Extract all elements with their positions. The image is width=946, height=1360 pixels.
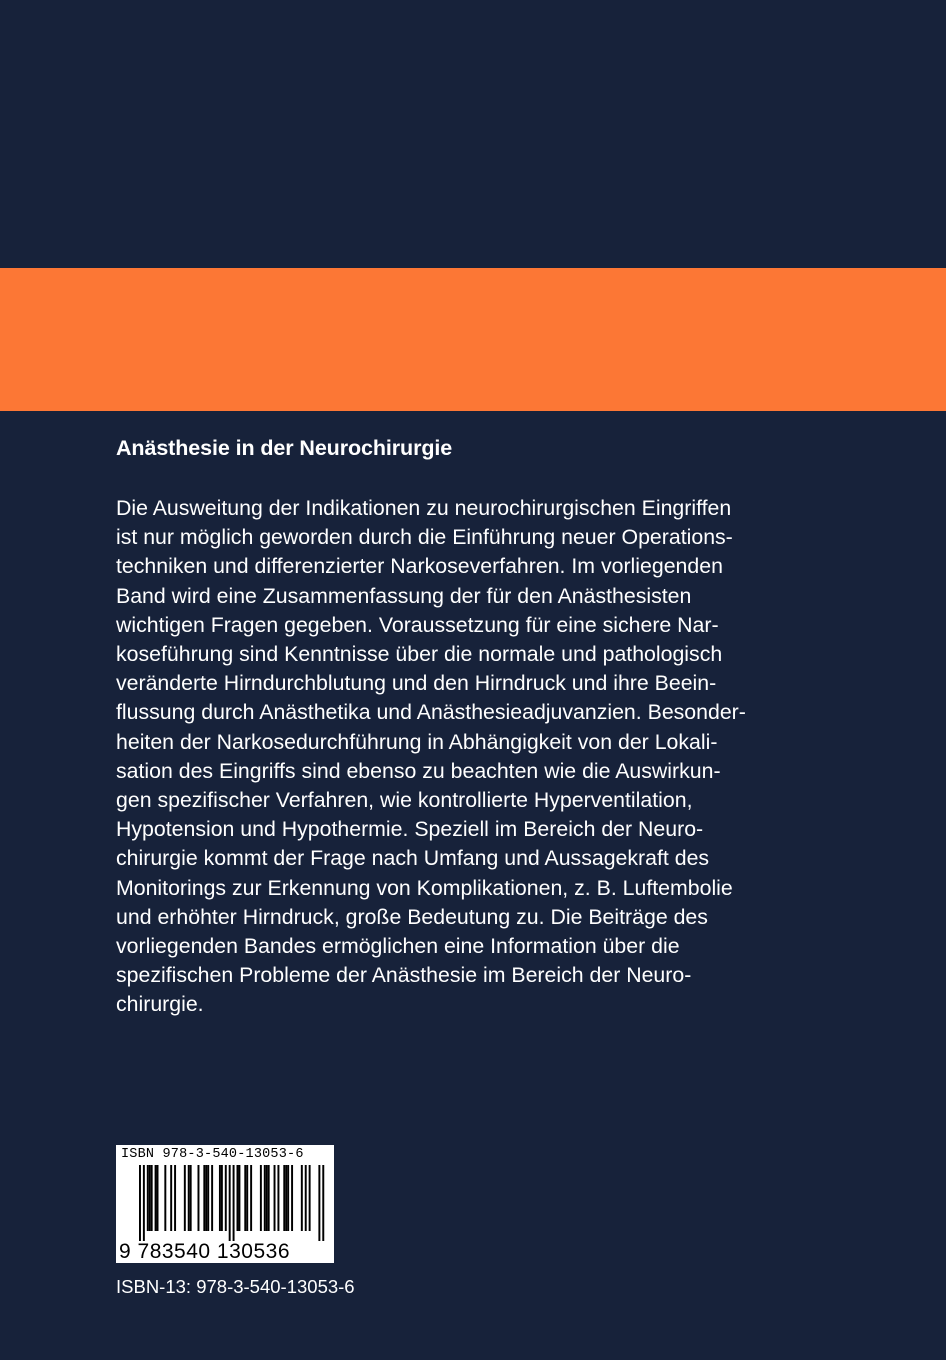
barcode-bar bbox=[274, 1165, 276, 1231]
description-line: heiten der Narkosedurchführung in Abhängigkeit von der Lokali- bbox=[116, 729, 718, 754]
barcode-bar bbox=[264, 1165, 266, 1231]
description-line: koseführung sind Kenntnisse über die normale und pathologisch bbox=[116, 642, 723, 667]
barcode-bar bbox=[184, 1165, 186, 1231]
description-line: und erhöhter Hirndruck, große Bedeutung zu. Die Beiträge des bbox=[116, 904, 708, 929]
barcode-bar bbox=[237, 1165, 239, 1231]
barcode-bar bbox=[174, 1165, 176, 1231]
description-line: Monitorings zur Erkennung von Komplikationen, z. B. Luftembolie bbox=[116, 875, 733, 900]
barcode-bar bbox=[260, 1165, 262, 1231]
description-line: techniken und differenzierter Narkoseverfahren. Im vorliegenden bbox=[116, 554, 723, 579]
description-line: spezifischen Probleme der Anästhesie im Bereich der Neuro- bbox=[116, 963, 692, 988]
description-line: chirurgie. bbox=[116, 992, 204, 1017]
barcode-bar bbox=[203, 1165, 205, 1231]
barcode-bar bbox=[155, 1165, 157, 1231]
description-line: vorliegenden Bandes ermöglichen eine Information über die bbox=[116, 934, 680, 959]
barcode-bar bbox=[211, 1165, 213, 1231]
barcode-bar bbox=[225, 1165, 227, 1231]
description-line: gen spezifischer Verfahren, wie kontrollierte Hyperventilation, bbox=[116, 788, 693, 813]
description-line: Die Ausweitung der Indikationen zu neurochirurgischen Eingriffen bbox=[116, 496, 732, 520]
description-line: sation des Eingriffs sind ebenso zu beachten wie die Auswirkun- bbox=[116, 758, 721, 783]
barcode-bar bbox=[221, 1165, 223, 1231]
barcode-bar bbox=[229, 1165, 231, 1241]
description-line: Hypotension und Hypothermie. Speziell im Bereich der Neuro- bbox=[116, 817, 704, 842]
barcode-bar bbox=[246, 1165, 248, 1231]
description-line: wichtigen Fragen gegeben. Voraussetzung für eine sichere Nar- bbox=[116, 612, 719, 637]
barcode-bars bbox=[121, 1165, 329, 1241]
barcode-bar bbox=[250, 1165, 252, 1231]
barcode-bar bbox=[266, 1165, 268, 1231]
orange-accent-band bbox=[0, 268, 946, 411]
isbn-13-label: ISBN-13: 978-3-540-13053-6 bbox=[116, 1276, 355, 1297]
description-line: chirurgie kommt der Frage nach Umfang und Aussagekraft des bbox=[116, 846, 710, 871]
barcode-bar bbox=[198, 1165, 200, 1231]
barcode-bar bbox=[147, 1165, 149, 1231]
book-description bbox=[116, 494, 836, 1020]
barcode-bar bbox=[139, 1165, 141, 1241]
barcode-bar bbox=[291, 1165, 293, 1231]
barcode-bar bbox=[268, 1165, 270, 1231]
barcode-bar bbox=[305, 1165, 307, 1231]
barcode-bar bbox=[238, 1165, 240, 1231]
barcode-bar bbox=[244, 1165, 246, 1231]
description-line: flussung durch Anästhetika und Anästhesieadjuvanzien. Besonder- bbox=[116, 700, 746, 725]
isbn-barcode bbox=[116, 1145, 334, 1263]
barcode-bar bbox=[207, 1165, 209, 1231]
barcode-bar bbox=[157, 1165, 159, 1231]
top-navy-band bbox=[0, 0, 946, 268]
barcode-bar bbox=[287, 1165, 289, 1231]
barcode-bar bbox=[149, 1165, 151, 1231]
barcode-bar bbox=[151, 1165, 153, 1231]
barcode-bar bbox=[190, 1165, 192, 1231]
barcode-bar bbox=[322, 1165, 324, 1241]
barcode-bar bbox=[143, 1165, 145, 1241]
barcode-bar bbox=[318, 1165, 320, 1241]
book-title: Anästhesie in der Neurochirurgie bbox=[116, 436, 453, 460]
description-line: Band wird eine Zusammenfassung der für den Anästhesisten bbox=[116, 583, 692, 608]
description-line: veränderte Hirndurchblutung und den Hirndruck und ihre Beein- bbox=[116, 671, 717, 696]
barcode-bar bbox=[164, 1165, 166, 1231]
barcode-bar bbox=[283, 1165, 285, 1231]
barcode-bar bbox=[277, 1165, 279, 1231]
barcode-bar bbox=[285, 1165, 287, 1231]
barcode-bar bbox=[170, 1165, 172, 1231]
barcode-bar bbox=[233, 1165, 235, 1241]
barcode-digits: 9 783540 130536 bbox=[119, 1240, 290, 1263]
barcode-bar bbox=[188, 1165, 190, 1231]
barcode-bar bbox=[219, 1165, 221, 1231]
barcode-bar bbox=[301, 1165, 303, 1231]
description-line: ist nur möglich geworden durch die Einführung neuer Operations- bbox=[116, 525, 733, 550]
barcode-isbn-label: ISBN 978-3-540-13053-6 bbox=[121, 1147, 304, 1162]
barcode-bar bbox=[205, 1165, 207, 1231]
barcode-bar bbox=[309, 1165, 311, 1231]
